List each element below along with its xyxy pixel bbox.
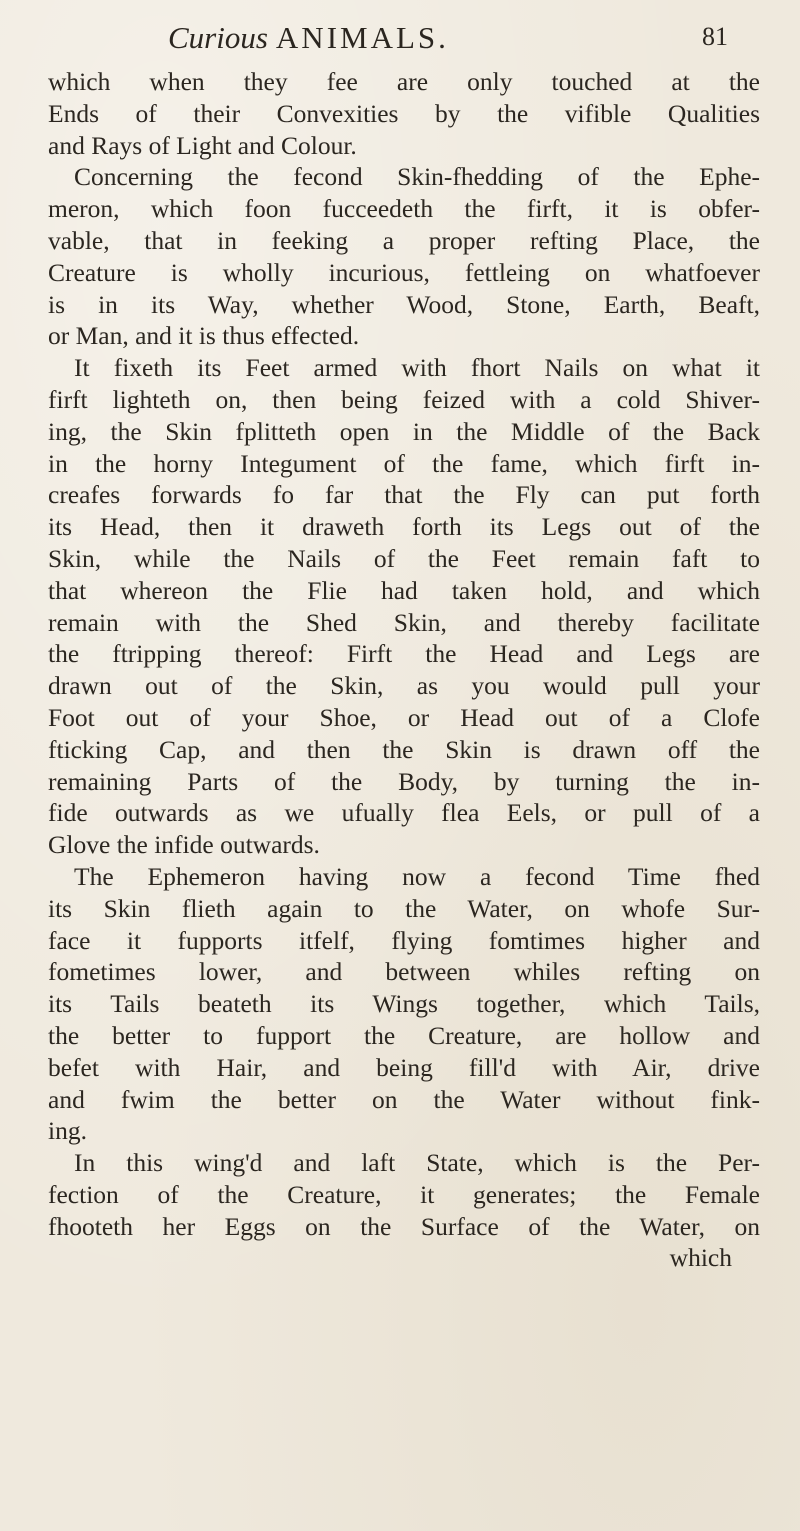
text-line: in the horny Integument of the fame, which firft in- (48, 448, 760, 478)
text-line: Ends of their Convexities by the vifible Qualities (48, 98, 760, 128)
text-line: the better to fupport the Creature, are hollow and (48, 1020, 760, 1050)
text-line: Concerning the fecond Skin-fhedding of the Ephe- (74, 162, 760, 192)
text-line: its Tails beateth its Wings together, which Tails, (48, 989, 760, 1019)
text-line: ing, the Skin fplitteth open in the Middle of the Back (48, 416, 760, 446)
text-line: firft lighteth on, then being feized with a cold Shiver- (48, 384, 760, 414)
text-line: It fixeth its Feet armed with fhort Nails on what it (74, 353, 760, 383)
text-line: ing. (48, 1116, 87, 1146)
text-line: Foot out of your Shoe, or Head out of a Clofe (48, 702, 760, 732)
text-line: The Ephemeron having now a fecond Time fhed (74, 861, 760, 891)
body-text (48, 66, 760, 1274)
text-line: fhooteth her Eggs on the Surface of the Water, on (48, 1211, 760, 1241)
text-line: its Head, then it draweth forth its Legs out of the (48, 512, 760, 542)
text-line: drawn out of the Skin, as you would pull your (48, 671, 760, 701)
text-line: the ftripping thereof: Firft the Head and Legs are (48, 639, 760, 669)
text-line: is in its Way, whether Wood, Stone, Earth, Beaft, (48, 289, 760, 319)
text-line: Glove the infide outwards. (48, 830, 320, 860)
text-line: Creature is wholly incurious, fettleing on whatfoever (48, 257, 760, 287)
running-head-title: ANIMALS. (275, 20, 449, 55)
page-header (168, 20, 728, 64)
text-line: remaining Parts of the Body, by turning the in- (48, 766, 760, 796)
text-line: and Rays of Light and Colour. (48, 130, 357, 160)
text-line: face it fupports itfelf, flying fomtimes higher and (48, 925, 760, 955)
text-line: vable, that in feeking a proper refting Place, the (48, 225, 760, 255)
text-line: befet with Hair, and being fill'd with Air, drive (48, 1052, 760, 1082)
text-line: and fwim the better on the Water without fink- (48, 1084, 760, 1114)
text-line: creafes forwards fo far that the Fly can put forth (48, 480, 760, 510)
text-line: or Man, and it is thus effected. (48, 321, 360, 351)
running-head (168, 20, 449, 56)
text-line: fection of the Creature, it generates; the Female (48, 1179, 760, 1209)
text-line: In this wing'd and laft State, which is the Per- (74, 1148, 760, 1178)
text-line: its Skin flieth again to the Water, on whofe Sur- (48, 893, 760, 923)
text-line: which when they fee are only touched at the (48, 67, 760, 96)
text-line: remain with the Shed Skin, and thereby facilitate (48, 607, 760, 637)
text-line: that whereon the Flie had taken hold, and which (48, 575, 760, 605)
page-number: 81 (702, 22, 728, 51)
running-head-italic: Curious (168, 20, 268, 55)
text-line: fometimes lower, and between whiles refting on (48, 957, 760, 987)
text-line: fide outwards as we ufually flea Eels, or pull of a (48, 798, 760, 828)
catchword: which (669, 1243, 732, 1273)
text-line: fticking Cap, and then the Skin is drawn off the (48, 734, 760, 764)
text-line: Skin, while the Nails of the Feet remain faft to (48, 543, 760, 573)
text-line: meron, which foon fucceedeth the firft, it is obfer- (48, 194, 760, 224)
